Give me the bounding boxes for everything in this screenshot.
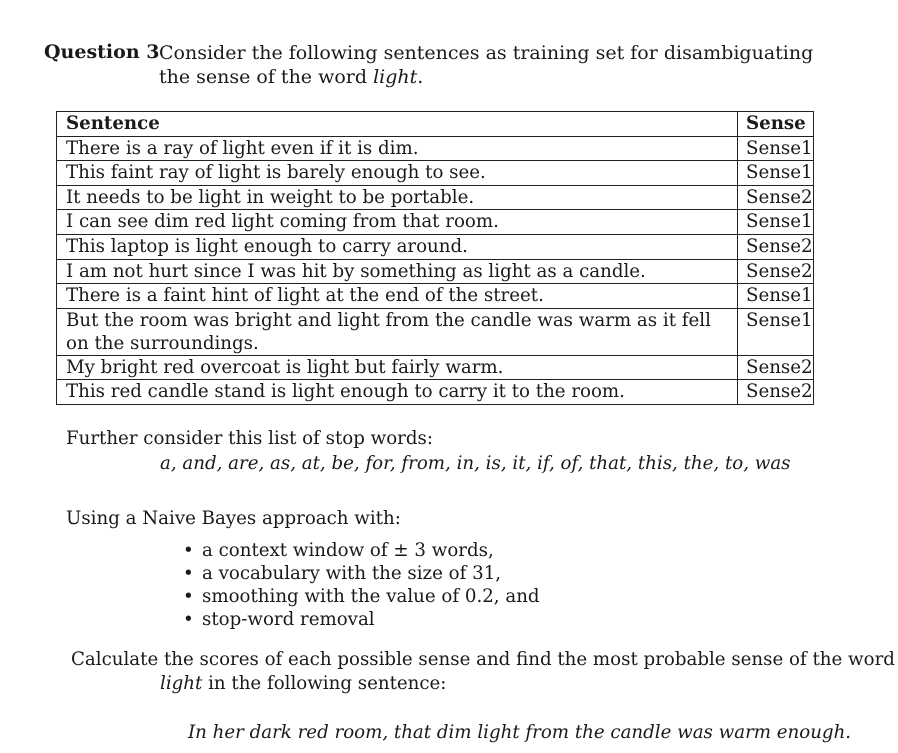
bullet-icon: • xyxy=(183,540,194,561)
list-item: • smoothing with the value of 0.2, and xyxy=(183,586,540,607)
sense-cell: Sense2 xyxy=(738,380,814,405)
sense-cell: Sense1 xyxy=(738,210,814,235)
sense-cell: Sense2 xyxy=(738,259,814,284)
list-item: • stop-word removal xyxy=(183,609,375,630)
sentence-cell: This faint ray of light is barely enough to see. xyxy=(57,161,738,186)
sense-cell: Sense1 xyxy=(738,284,814,309)
approach-list xyxy=(180,539,540,631)
header-sentence: Sentence xyxy=(57,112,738,137)
table-row xyxy=(57,284,814,309)
test-sentence: In her dark red room, that dim light from the candle was warm enough. xyxy=(188,722,852,743)
sentence-cell: I am not hurt since I was hit by something as light as a candle. xyxy=(57,259,738,284)
sense-cell: Sense1 xyxy=(738,161,814,186)
task-line2 xyxy=(160,672,446,695)
table-row xyxy=(57,355,814,380)
sentence-cell: I can see dim red light coming from that room. xyxy=(57,210,738,235)
header-sense: Sense xyxy=(738,112,814,137)
table-row xyxy=(57,161,814,186)
task-line1: Calculate the scores of each possible sense and find the most probable sense of the word xyxy=(71,649,895,670)
bullet-icon: • xyxy=(183,563,194,584)
table-row xyxy=(57,210,814,235)
bullet-icon: • xyxy=(183,609,194,630)
table-row xyxy=(57,136,814,161)
training-table xyxy=(56,111,814,405)
approach-intro: Using a Naive Bayes approach with: xyxy=(66,508,401,529)
table-header-row xyxy=(57,112,814,137)
bullet-icon: • xyxy=(183,586,194,607)
question-text xyxy=(159,41,839,89)
sentence-cell: My bright red overcoat is light but fairly warm. xyxy=(57,355,738,380)
sentence-cell: There is a ray of light even if it is dim. xyxy=(57,136,738,161)
sense-cell: Sense1 xyxy=(738,308,814,355)
sentence-cell: There is a faint hint of light at the end of the street. xyxy=(57,284,738,309)
sentence-cell: But the room was bright and light from the candle was warm as it fell on the surroundings. xyxy=(57,308,738,355)
task-line2-suffix: in the following sentence: xyxy=(202,673,447,694)
sentence-cell: This red candle stand is light enough to carry it to the room. xyxy=(57,380,738,405)
sense-cell: Sense2 xyxy=(738,355,814,380)
table-row xyxy=(57,308,814,355)
table-row xyxy=(57,380,814,405)
table-row xyxy=(57,185,814,210)
question-text-prefix: Consider the following sentences as training set for disambiguating the sense of the word xyxy=(159,42,814,88)
task-word: light xyxy=(160,673,203,694)
stopwords-intro: Further consider this list of stop words: xyxy=(66,428,433,449)
sense-cell: Sense2 xyxy=(738,185,814,210)
sentence-cell: It needs to be light in weight to be portable. xyxy=(57,185,738,210)
table-row xyxy=(57,259,814,284)
list-item: • a context window of ± 3 words, xyxy=(183,540,494,561)
table-row xyxy=(57,234,814,259)
question-text-suffix: . xyxy=(417,66,424,88)
sense-cell: Sense2 xyxy=(738,234,814,259)
list-item: • a vocabulary with the size of 31, xyxy=(183,563,502,584)
question-word: light xyxy=(373,66,418,88)
sense-cell: Sense1 xyxy=(738,136,814,161)
stopwords-list: a, and, are, as, at, be, for, from, in, is, it, if, of, that, this, the, to, was xyxy=(160,453,791,474)
sentence-cell: This laptop is light enough to carry around. xyxy=(57,234,738,259)
question-label: Question 3 xyxy=(44,41,160,63)
